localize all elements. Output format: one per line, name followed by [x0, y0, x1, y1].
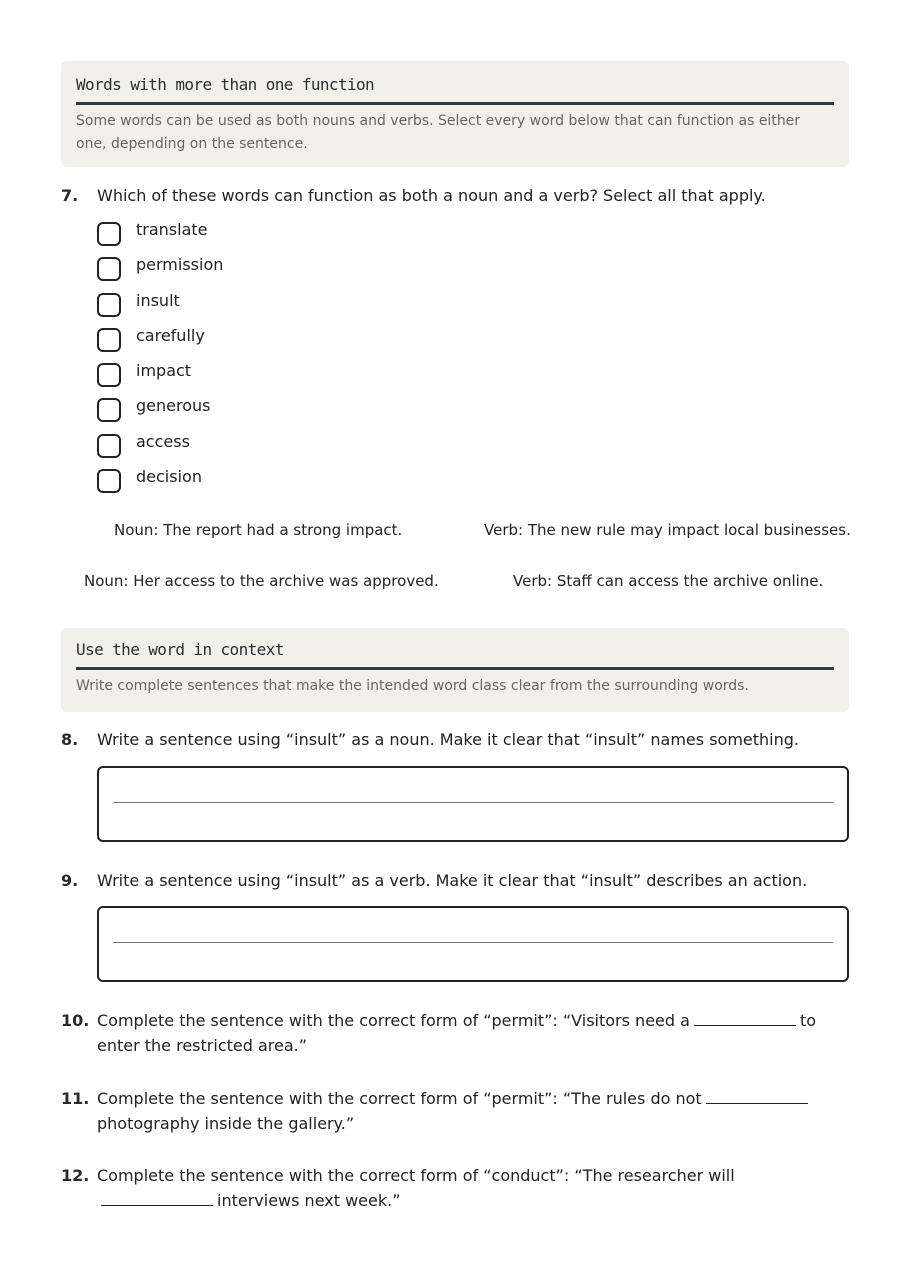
question-text-before: Complete the sentence with the correct form of “permit”: “The rules do not	[97, 1089, 702, 1108]
section-description: Write complete sentences that make the intended word class clear from the surrounding words.	[76, 678, 749, 694]
question-number: 7.	[61, 186, 79, 205]
answer-box-q9[interactable]	[97, 906, 849, 982]
fill-in-blank[interactable]	[694, 1024, 796, 1026]
example-impact-noun: Noun: The report had a strong impact.	[114, 521, 403, 539]
question-text-after: photography inside the gallery.”	[97, 1114, 355, 1133]
question-text	[97, 1163, 849, 1213]
question-number: 10.	[61, 1011, 90, 1030]
question-7	[61, 183, 849, 208]
section-header-multi-function	[61, 61, 849, 167]
question-text	[97, 1086, 849, 1136]
option-label: access	[136, 432, 190, 451]
fill-in-blank[interactable]	[101, 1204, 213, 1206]
question-text	[97, 1008, 849, 1058]
question-number: 9.	[61, 871, 79, 890]
option-label: insult	[136, 291, 180, 310]
checkbox[interactable]	[97, 398, 121, 422]
section-description: Some words can be used as both nouns and verbs. Select every word below that can function as either one, depending on the sentence.	[76, 113, 801, 152]
answer-box-q8[interactable]	[97, 766, 849, 842]
section-title: Use the word in context	[76, 628, 834, 670]
question-text: Write a sentence using “insult” as a noun. Make it clear that “insult” names something.	[97, 730, 799, 749]
question-12	[61, 1163, 849, 1213]
example-access-noun: Noun: Her access to the archive was approved.	[84, 572, 439, 590]
question-text-before: Complete the sentence with the correct form of “permit”: “Visitors need a	[97, 1011, 690, 1030]
section-header-context	[61, 628, 849, 712]
question-8	[61, 727, 849, 752]
answer-line	[113, 942, 833, 943]
question-text: Write a sentence using “insult” as a verb. Make it clear that “insult” describes an action.	[97, 871, 808, 890]
checkbox[interactable]	[97, 328, 121, 352]
example-access-verb: Verb: Staff can access the archive online.	[513, 572, 824, 590]
checkbox[interactable]	[97, 222, 121, 246]
question-text-after: interviews next week.”	[217, 1191, 401, 1210]
question-11	[61, 1086, 849, 1136]
example-impact-verb: Verb: The new rule may impact local businesses.	[484, 521, 851, 539]
answer-line	[113, 802, 833, 803]
option-label: impact	[136, 361, 192, 380]
option-label: decision	[136, 467, 202, 486]
option-label: carefully	[136, 326, 205, 345]
checkbox[interactable]	[97, 363, 121, 387]
question-9	[61, 868, 849, 893]
question-10	[61, 1008, 849, 1058]
option-label: permission	[136, 255, 224, 274]
option-label: translate	[136, 220, 208, 239]
checkbox[interactable]	[97, 293, 121, 317]
question-text-after: to enter the restricted area.”	[97, 1011, 816, 1055]
checkbox[interactable]	[97, 434, 121, 458]
question-text: Which of these words can function as both a noun and a verb? Select all that apply.	[97, 186, 766, 205]
question-number: 8.	[61, 730, 79, 749]
question-text-before: Complete the sentence with the correct form of “conduct”: “The researcher will	[97, 1166, 735, 1185]
fill-in-blank[interactable]	[706, 1102, 808, 1104]
question-number: 12.	[61, 1166, 90, 1185]
checkbox[interactable]	[97, 469, 121, 493]
question-number: 11.	[61, 1089, 90, 1108]
option-label: generous	[136, 396, 211, 415]
checkbox[interactable]	[97, 257, 121, 281]
section-title: Words with more than one function	[76, 61, 834, 105]
